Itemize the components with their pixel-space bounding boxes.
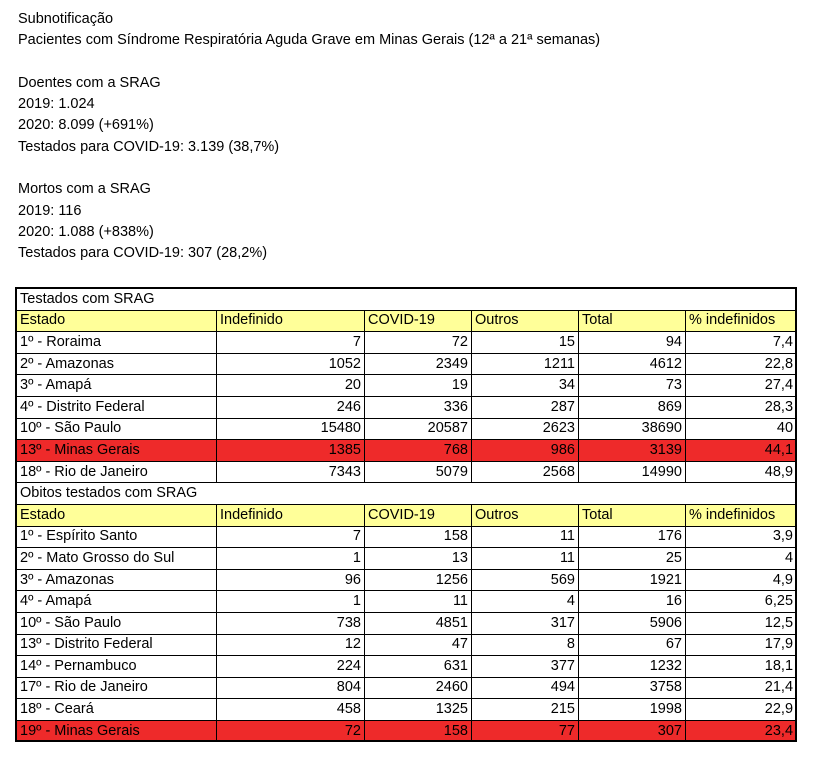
total-cell: 67: [579, 634, 686, 656]
total-cell: 3139: [579, 440, 686, 462]
total-cell: 25: [579, 548, 686, 570]
column-header: Indefinido: [217, 310, 365, 332]
pct-cell: 4: [686, 548, 797, 570]
table-row: [17, 418, 797, 440]
total-cell: 14990: [579, 461, 686, 483]
covid-cell: 1256: [365, 569, 472, 591]
covid-cell: 768: [365, 440, 472, 462]
total-cell: 1998: [579, 699, 686, 721]
estado-cell: 10º - São Paulo: [17, 418, 217, 440]
estado-cell: 18º - Ceará: [17, 699, 217, 721]
table-row: [17, 353, 797, 375]
total-cell: 4612: [579, 353, 686, 375]
outros-cell: 1211: [472, 353, 579, 375]
outros-cell: 77: [472, 720, 579, 742]
outros-cell: 986: [472, 440, 579, 462]
indefinido-cell: 7: [217, 332, 365, 354]
pct-cell: 27,4: [686, 375, 797, 397]
covid-cell: 158: [365, 526, 472, 548]
estado-cell: 17º - Rio de Janeiro: [17, 677, 217, 699]
total-cell: 1232: [579, 656, 686, 678]
total-cell: 73: [579, 375, 686, 397]
document-subtitle: Pacientes com Síndrome Respiratória Aguda Grave em Minas Gerais (12ª a 21ª semanas): [18, 32, 601, 49]
table-row: [17, 548, 797, 570]
indefinido-cell: 15480: [217, 418, 365, 440]
pct-cell: 40: [686, 418, 797, 440]
outros-cell: 377: [472, 656, 579, 678]
covid-cell: 13: [365, 548, 472, 570]
indefinido-cell: 458: [217, 699, 365, 721]
total-cell: 176: [579, 526, 686, 548]
total-cell: 307: [579, 720, 686, 742]
table-row: [17, 634, 797, 656]
pct-cell: 18,1: [686, 656, 797, 678]
column-header: Total: [579, 310, 686, 332]
estado-cell: 19º - Minas Gerais: [17, 720, 217, 742]
table-row: [17, 440, 797, 462]
column-header: Estado: [17, 310, 217, 332]
covid-cell: 2349: [365, 353, 472, 375]
pct-cell: 22,9: [686, 699, 797, 721]
tested-section-title: Testados com SRAG: [17, 289, 797, 311]
pct-cell: 17,9: [686, 634, 797, 656]
total-cell: 38690: [579, 418, 686, 440]
deaths-header-row: [17, 504, 797, 526]
outros-cell: 569: [472, 569, 579, 591]
sick-2020: 2020: 8.099 (+691%): [18, 117, 154, 134]
dead-2019: 2019: 116: [18, 202, 82, 219]
outros-cell: 215: [472, 699, 579, 721]
indefinido-cell: 96: [217, 569, 365, 591]
estado-cell: 13º - Distrito Federal: [17, 634, 217, 656]
estado-cell: 18º - Rio de Janeiro: [17, 461, 217, 483]
outros-cell: 2623: [472, 418, 579, 440]
table-row: [17, 569, 797, 591]
tested-header-row: [17, 310, 797, 332]
covid-cell: 47: [365, 634, 472, 656]
pct-cell: 44,1: [686, 440, 797, 462]
total-cell: 1921: [579, 569, 686, 591]
table-row: [17, 699, 797, 721]
estado-cell: 4º - Amapá: [17, 591, 217, 613]
covid-cell: 158: [365, 720, 472, 742]
indefinido-cell: 1052: [217, 353, 365, 375]
dead-heading: Mortos com a SRAG: [18, 181, 151, 198]
covid-cell: 631: [365, 656, 472, 678]
column-header: Outros: [472, 504, 579, 526]
indefinido-cell: 7: [217, 526, 365, 548]
outros-cell: 8: [472, 634, 579, 656]
column-header: Indefinido: [217, 504, 365, 526]
indefinido-cell: 12: [217, 634, 365, 656]
estado-cell: 14º - Pernambuco: [17, 656, 217, 678]
intro-text: [18, 9, 600, 265]
outros-cell: 11: [472, 526, 579, 548]
indefinido-cell: 1: [217, 591, 365, 613]
estado-cell: 1º - Roraima: [17, 332, 217, 354]
pct-cell: 48,9: [686, 461, 797, 483]
covid-cell: 5079: [365, 461, 472, 483]
table-row: [17, 396, 797, 418]
dead-2020: 2020: 1.088 (+838%): [18, 223, 154, 240]
estado-cell: 3º - Amazonas: [17, 569, 217, 591]
estado-cell: 2º - Mato Grosso do Sul: [17, 548, 217, 570]
indefinido-cell: 7343: [217, 461, 365, 483]
estado-cell: 2º - Amazonas: [17, 353, 217, 375]
indefinido-cell: 804: [217, 677, 365, 699]
outros-cell: 317: [472, 612, 579, 634]
outros-cell: 15: [472, 332, 579, 354]
table-row: [17, 656, 797, 678]
column-header: Outros: [472, 310, 579, 332]
table-row: [17, 591, 797, 613]
covid-cell: 19: [365, 375, 472, 397]
table-row: [17, 332, 797, 354]
pct-cell: 22,8: [686, 353, 797, 375]
column-header: COVID-19: [365, 504, 472, 526]
covid-cell: 20587: [365, 418, 472, 440]
srag-table: [16, 288, 797, 742]
indefinido-cell: 246: [217, 396, 365, 418]
deaths-section: [17, 483, 797, 505]
estado-cell: 13º - Minas Gerais: [17, 440, 217, 462]
pct-cell: 12,5: [686, 612, 797, 634]
column-header: Estado: [17, 504, 217, 526]
tested-section: [17, 289, 797, 311]
total-cell: 16: [579, 591, 686, 613]
pct-cell: 28,3: [686, 396, 797, 418]
table-row: [17, 375, 797, 397]
pct-cell: 3,9: [686, 526, 797, 548]
covid-cell: 72: [365, 332, 472, 354]
column-header: COVID-19: [365, 310, 472, 332]
pct-cell: 6,25: [686, 591, 797, 613]
document-title: Subnotificação: [18, 11, 114, 27]
sick-heading: Doentes com a SRAG: [18, 74, 161, 91]
estado-cell: 10º - São Paulo: [17, 612, 217, 634]
covid-cell: 2460: [365, 677, 472, 699]
total-cell: 94: [579, 332, 686, 354]
covid-cell: 336: [365, 396, 472, 418]
column-header: % indefinidos: [686, 310, 797, 332]
pct-cell: 4,9: [686, 569, 797, 591]
indefinido-cell: 738: [217, 612, 365, 634]
pct-cell: 7,4: [686, 332, 797, 354]
outros-cell: 4: [472, 591, 579, 613]
indefinido-cell: 224: [217, 656, 365, 678]
indefinido-cell: 1385: [217, 440, 365, 462]
sick-2019: 2019: 1.024: [18, 96, 95, 113]
table-row: [17, 526, 797, 548]
total-cell: 5906: [579, 612, 686, 634]
pct-cell: 23,4: [686, 720, 797, 742]
covid-cell: 11: [365, 591, 472, 613]
total-cell: 3758: [579, 677, 686, 699]
outros-cell: 34: [472, 375, 579, 397]
total-cell: 869: [579, 396, 686, 418]
estado-cell: 1º - Espírito Santo: [17, 526, 217, 548]
table-row: [17, 677, 797, 699]
covid-cell: 4851: [365, 612, 472, 634]
estado-cell: 4º - Distrito Federal: [17, 396, 217, 418]
spacer: [18, 52, 600, 73]
dead-tested: Testados para COVID-19: 307 (28,2%): [18, 245, 268, 262]
indefinido-cell: 72: [217, 720, 365, 742]
indefinido-cell: 1: [217, 548, 365, 570]
table-row: [17, 461, 797, 483]
table-row: [17, 720, 797, 742]
column-header: % indefinidos: [686, 504, 797, 526]
column-header: Total: [579, 504, 686, 526]
srag-table-body: [17, 289, 797, 742]
estado-cell: 3º - Amapá: [17, 375, 217, 397]
table-row: [17, 612, 797, 634]
indefinido-cell: 20: [217, 375, 365, 397]
pct-cell: 21,4: [686, 677, 797, 699]
outros-cell: 11: [472, 548, 579, 570]
sick-tested: Testados para COVID-19: 3.139 (38,7%): [18, 138, 280, 155]
outros-cell: 287: [472, 396, 579, 418]
covid-cell: 1325: [365, 699, 472, 721]
outros-cell: 2568: [472, 461, 579, 483]
outros-cell: 494: [472, 677, 579, 699]
spacer: [18, 158, 600, 179]
deaths-section-title: Obitos testados com SRAG: [17, 483, 797, 505]
